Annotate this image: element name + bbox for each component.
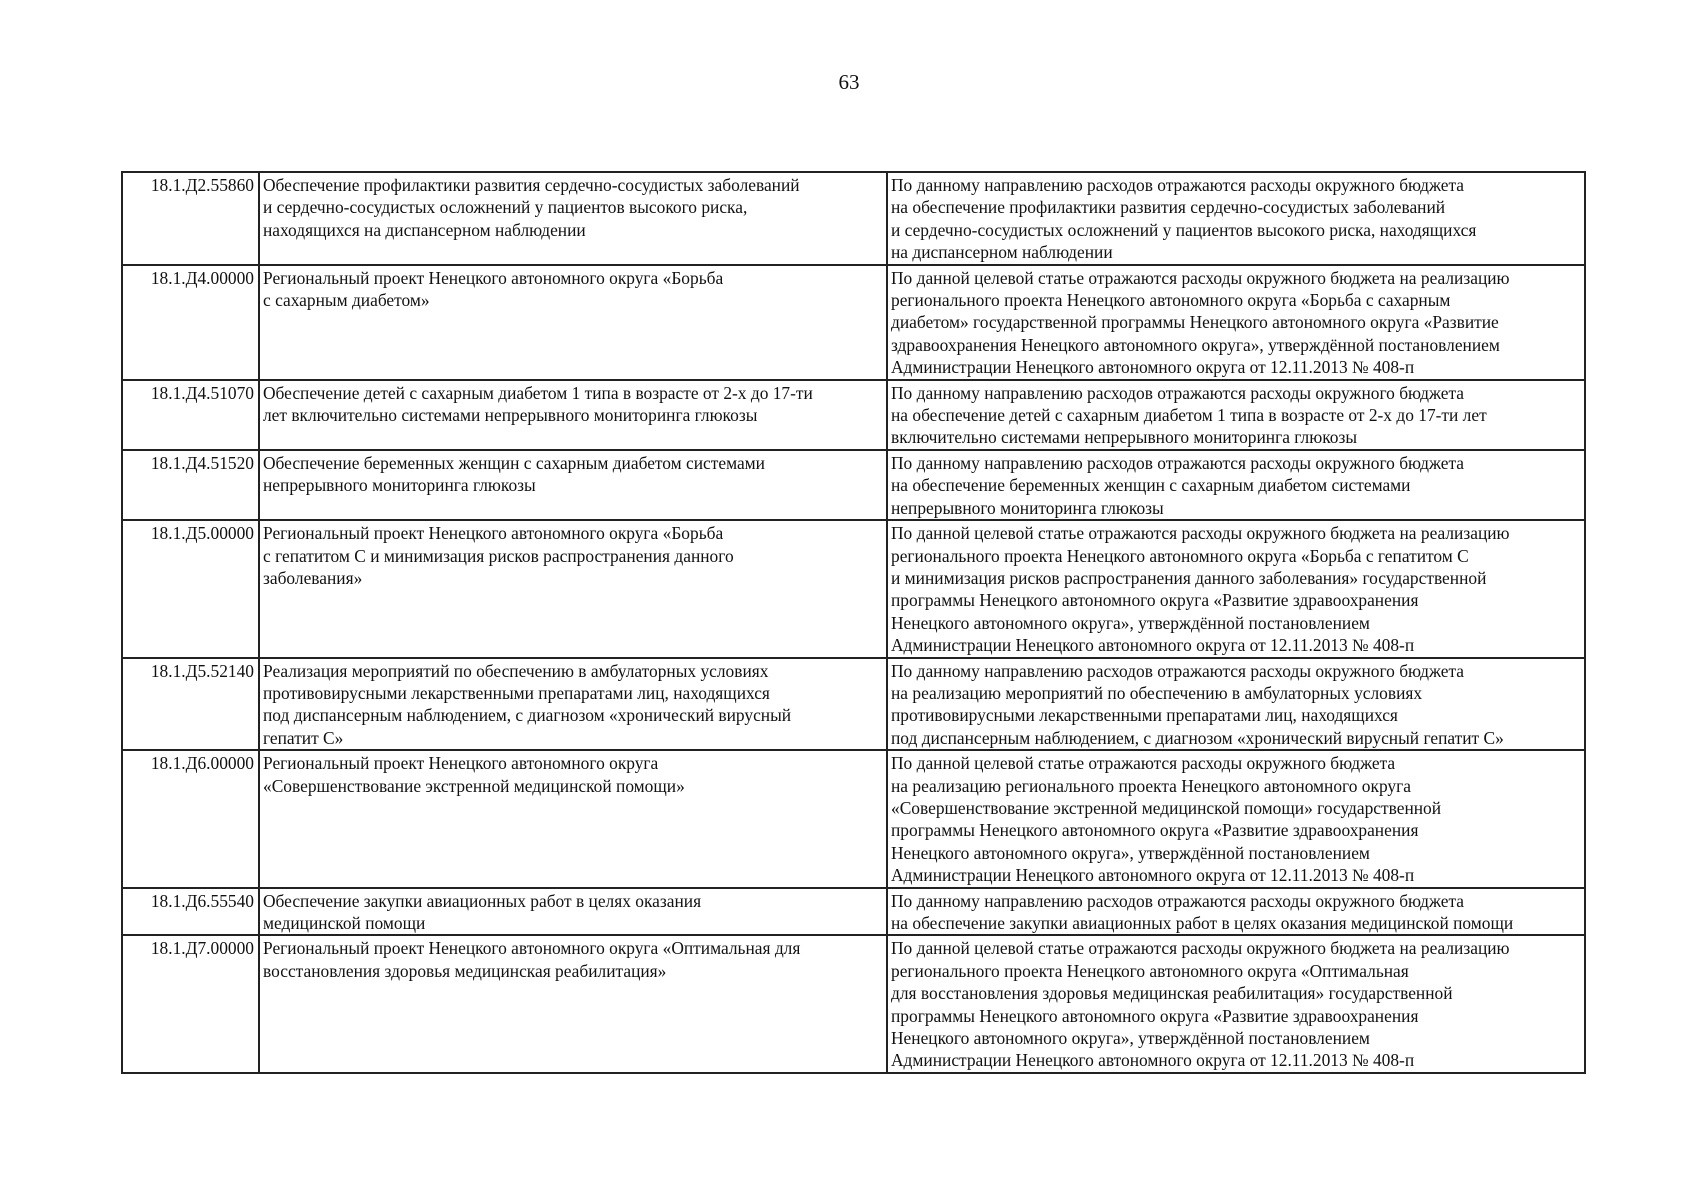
row-description bbox=[887, 888, 1585, 936]
name-line: и сердечно-сосудистых осложнений у пациентов высокого риска, bbox=[263, 197, 748, 218]
description-line: на реализацию мероприятий по обеспечению в амбулаторных условиях bbox=[891, 682, 1423, 703]
name-line: с гепатитом С и минимизация рисков распространения данного bbox=[263, 545, 734, 566]
row-name bbox=[259, 172, 887, 265]
description-line: на обеспечение закупки авиационных работ в целях оказания медицинской помощи bbox=[891, 913, 1514, 933]
row-name bbox=[259, 380, 887, 450]
description-line: на обеспечение профилактики развития сердечно-сосудистых заболеваний bbox=[891, 197, 1446, 218]
table-row bbox=[122, 265, 1585, 380]
table-row bbox=[122, 450, 1585, 520]
description-line: По данной целевой статье отражаются расходы окружного бюджета на реализацию bbox=[891, 938, 1510, 959]
description-line: программы Ненецкого автономного округа «Развитие здравоохранения bbox=[891, 590, 1419, 611]
name-line: непрерывного мониторинга глюкозы bbox=[263, 475, 536, 496]
row-code: 18.1.Д6.00000 bbox=[122, 750, 259, 887]
table-row bbox=[122, 520, 1585, 657]
description-line: непрерывного мониторинга глюкозы bbox=[891, 497, 1164, 518]
description-line: для восстановления здоровья медицинская реабилитация» государственной bbox=[891, 983, 1453, 1004]
description-line: регионального проекта Ненецкого автономного округа «Борьба с сахарным bbox=[891, 290, 1451, 311]
description-line: Ненецкого автономного округа», утверждённой постановлением bbox=[891, 612, 1370, 633]
description-line: регионального проекта Ненецкого автономного округа «Борьба с гепатитом С bbox=[891, 545, 1469, 566]
description-line: противовирусными лекарственными препаратами лиц, находящихся bbox=[891, 705, 1398, 726]
table-row bbox=[122, 750, 1585, 887]
name-line: Региональный проект Ненецкого автономного округа «Борьба bbox=[263, 523, 724, 544]
description-line: и минимизация рисков распространения данного заболевания» государственной bbox=[891, 567, 1487, 588]
name-line: восстановления здоровья медицинская реабилитация» bbox=[263, 960, 667, 981]
description-line: включительно системами непрерывного мониторинга глюкозы bbox=[891, 427, 1358, 448]
name-line: Региональный проект Ненецкого автономного округа bbox=[263, 753, 659, 774]
description-line: Ненецкого автономного округа», утверждённой постановлением bbox=[891, 1028, 1370, 1049]
description-line: на диспансерном наблюдении bbox=[891, 242, 1113, 263]
description-line: программы Ненецкого автономного округа «Развитие здравоохранения bbox=[891, 820, 1419, 841]
row-code: 18.1.Д2.55860 bbox=[122, 172, 259, 265]
table-row bbox=[122, 935, 1585, 1072]
row-code: 18.1.Д5.00000 bbox=[122, 520, 259, 657]
description-line: на обеспечение беременных женщин с сахарным диабетом системами bbox=[891, 475, 1411, 496]
table-row bbox=[122, 380, 1585, 450]
row-code: 18.1.Д4.51520 bbox=[122, 450, 259, 520]
row-description bbox=[887, 750, 1585, 887]
name-line: гепатит С» bbox=[263, 727, 344, 748]
name-line: медицинской помощи bbox=[263, 913, 426, 933]
description-line: Администрации Ненецкого автономного округа от 12.11.2013 № 408-п bbox=[891, 1050, 1415, 1071]
table-body bbox=[122, 172, 1585, 1073]
description-line: Администрации Ненецкого автономного округа от 12.11.2013 № 408-п bbox=[891, 865, 1415, 886]
description-line: на реализацию регионального проекта Ненецкого автономного округа bbox=[891, 775, 1411, 796]
row-code: 18.1.Д5.52140 bbox=[122, 658, 259, 751]
row-description bbox=[887, 658, 1585, 751]
description-line: диабетом» государственной программы Ненецкого автономного округа «Развитие bbox=[891, 312, 1499, 333]
description-line: Администрации Ненецкого автономного округа от 12.11.2013 № 408-п bbox=[891, 635, 1415, 656]
row-code: 18.1.Д4.51070 bbox=[122, 380, 259, 450]
name-line: Обеспечение закупки авиационных работ в целях оказания bbox=[263, 890, 702, 911]
name-line: заболевания» bbox=[263, 567, 363, 588]
budget-classification-table bbox=[121, 171, 1586, 1074]
description-line: По данному направлению расходов отражаются расходы окружного бюджета bbox=[891, 175, 1465, 195]
row-description bbox=[887, 520, 1585, 657]
description-line: По данной целевой статье отражаются расходы окружного бюджета bbox=[891, 753, 1396, 774]
name-line: Реализация мероприятий по обеспечению в амбулаторных условиях bbox=[263, 660, 769, 681]
name-line: под диспансерным наблюдением, с диагнозом «хронический вирусный bbox=[263, 705, 792, 726]
table-row bbox=[122, 658, 1585, 751]
row-code: 18.1.Д6.55540 bbox=[122, 888, 259, 936]
row-name bbox=[259, 450, 887, 520]
description-line: По данному направлению расходов отражаются расходы окружного бюджета bbox=[891, 452, 1465, 473]
row-description bbox=[887, 935, 1585, 1072]
row-name bbox=[259, 888, 887, 936]
name-line: находящихся на диспансерном наблюдении bbox=[263, 219, 586, 240]
row-code: 18.1.Д4.00000 bbox=[122, 265, 259, 380]
description-line: По данному направлению расходов отражаются расходы окружного бюджета bbox=[891, 382, 1465, 403]
name-line: лет включительно системами непрерывного мониторинга глюкозы bbox=[263, 405, 758, 426]
table-row bbox=[122, 888, 1585, 936]
description-line: По данной целевой статье отражаются расходы окружного бюджета на реализацию bbox=[891, 523, 1510, 544]
name-line: с сахарным диабетом» bbox=[263, 290, 430, 311]
description-line: Ненецкого автономного округа», утверждённой постановлением bbox=[891, 842, 1370, 863]
row-description bbox=[887, 172, 1585, 265]
description-line: регионального проекта Ненецкого автономного округа «Оптимальная bbox=[891, 960, 1409, 981]
page-number: 63 bbox=[838, 70, 860, 94]
description-line: По данному направлению расходов отражаются расходы окружного бюджета bbox=[891, 660, 1465, 681]
description-line: и сердечно-сосудистых осложнений у пациентов высокого риска, находящихся bbox=[891, 219, 1477, 240]
description-line: на обеспечение детей с сахарным диабетом 1 типа в возрасте от 2-х до 17-ти лет bbox=[891, 405, 1487, 426]
row-code: 18.1.Д7.00000 bbox=[122, 935, 259, 1072]
description-line: По данной целевой статье отражаются расходы окружного бюджета на реализацию bbox=[891, 267, 1510, 288]
row-name bbox=[259, 658, 887, 751]
row-description bbox=[887, 265, 1585, 380]
name-line: Обеспечение профилактики развития сердечно-сосудистых заболеваний bbox=[263, 175, 800, 195]
description-line: «Совершенствование экстренной медицинской помощи» государственной bbox=[891, 797, 1442, 818]
row-description bbox=[887, 450, 1585, 520]
row-name bbox=[259, 265, 887, 380]
row-name bbox=[259, 750, 887, 887]
name-line: противовирусными лекарственными препаратами лиц, находящихся bbox=[263, 682, 770, 703]
name-line: Региональный проект Ненецкого автономного округа «Борьба bbox=[263, 267, 724, 288]
row-description bbox=[887, 380, 1585, 450]
table-row bbox=[122, 172, 1585, 265]
name-line: Обеспечение беременных женщин с сахарным диабетом системами bbox=[263, 452, 765, 473]
description-line: здравоохранения Ненецкого автономного округа», утверждённой постановлением bbox=[891, 334, 1500, 355]
row-name bbox=[259, 520, 887, 657]
description-line: под диспансерным наблюдением, с диагнозом «хронический вирусный гепатит С» bbox=[891, 727, 1504, 748]
description-line: По данному направлению расходов отражаются расходы окружного бюджета bbox=[891, 890, 1465, 911]
row-name bbox=[259, 935, 887, 1072]
name-line: Обеспечение детей с сахарным диабетом 1 типа в возрасте от 2-х до 17-ти bbox=[263, 382, 813, 403]
description-line: программы Ненецкого автономного округа «Развитие здравоохранения bbox=[891, 1005, 1419, 1026]
name-line: Региональный проект Ненецкого автономного округа «Оптимальная для bbox=[263, 938, 801, 959]
name-line: «Совершенствование экстренной медицинской помощи» bbox=[263, 775, 685, 796]
description-line: Администрации Ненецкого автономного округа от 12.11.2013 № 408-п bbox=[891, 357, 1415, 378]
